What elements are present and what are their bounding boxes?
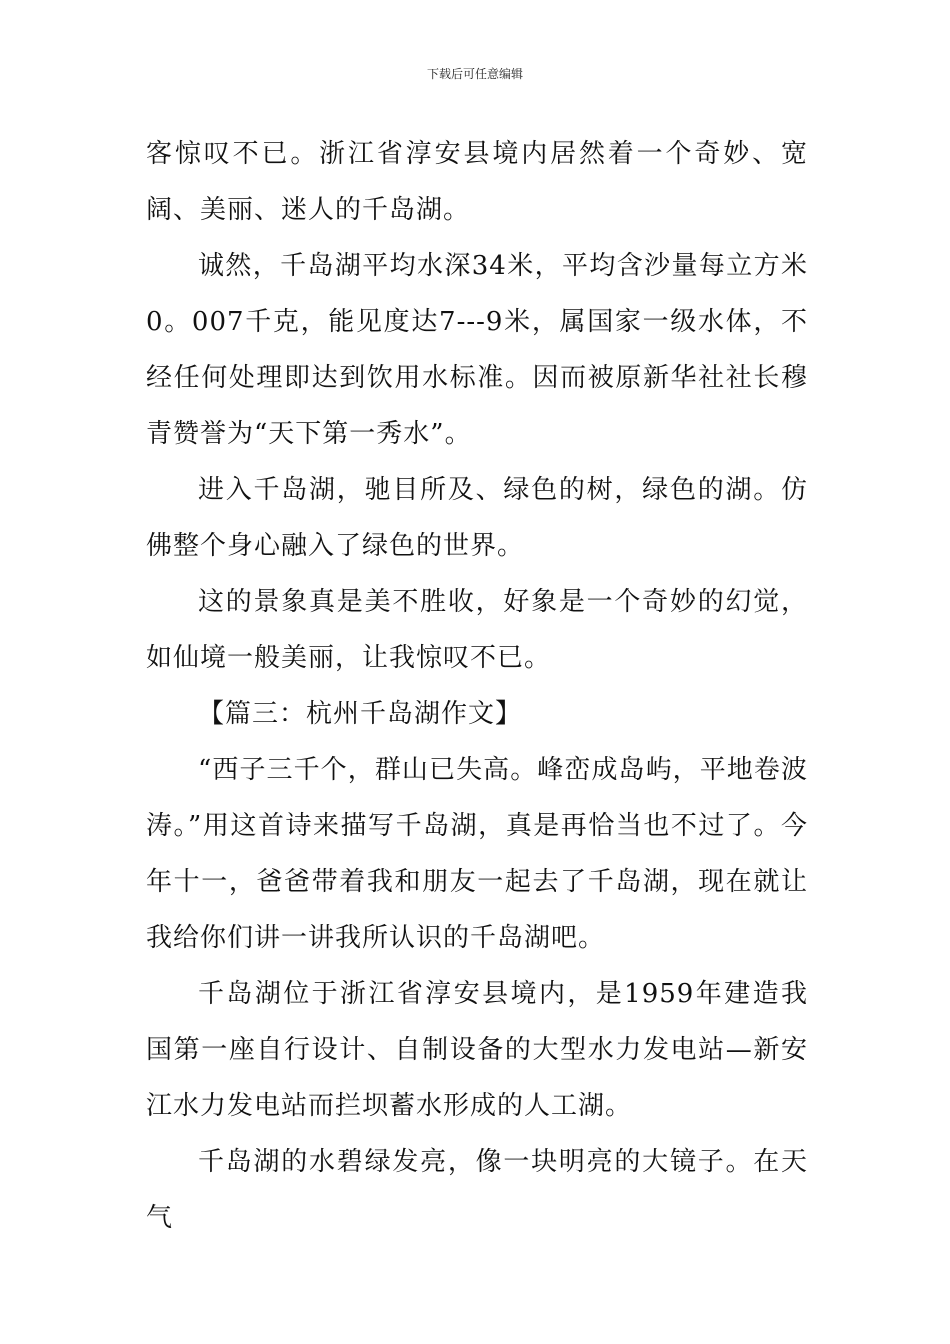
paragraph-water-color: 千岛湖的水碧绿发亮，像一块明亮的大镜子。在天气 [146,1147,808,1233]
page-header: 下载后可任意编辑 [426,67,523,81]
paragraph-poem: “西子三千个，群山已失高。峰峦成岛屿，平地卷波涛。”用这首诗来描写千岛湖，真是再恰当也不过了。今年十一，爸爸带着我和朋友一起去了千岛湖，现在就让我给你们讲一讲我所认识的千岛湖吧。 [146,755,808,953]
paragraph-green-world: 进入千岛湖，驰目所及、绿色的树，绿色的湖。仿佛整个身心融入了绿色的世界。 [146,475,808,561]
paragraph-water-quality: 诚然，千岛湖平均水深34米，平均含沙量每立方米0。007千克，能见度达7---9米，属国家一级水体，不经任何处理即达到饮用水标准。因而被原新华社社长穆青赞誉为“天下第一秀水”。 [146,251,808,449]
section-heading: 【篇三：杭州千岛湖作文】 [198,699,523,729]
paragraph-location: 千岛湖位于浙江省淳安县境内，是1959年建造我国第一座自行设计、自制设备的大型水力发电站—新安江水力发电站而拦坝蓄水形成的人工湖。 [146,979,808,1121]
paragraph-continuation: 客惊叹不已。浙江省淳安县境内居然着一个奇妙、宽阔、美丽、迷人的千岛湖。 [146,139,808,225]
paragraph-scenery: 这的景象真是美不胜收，好象是一个奇妙的幻觉，如仙境一般美丽，让我惊叹不已。 [146,587,808,673]
document-body [146,126,808,1246]
